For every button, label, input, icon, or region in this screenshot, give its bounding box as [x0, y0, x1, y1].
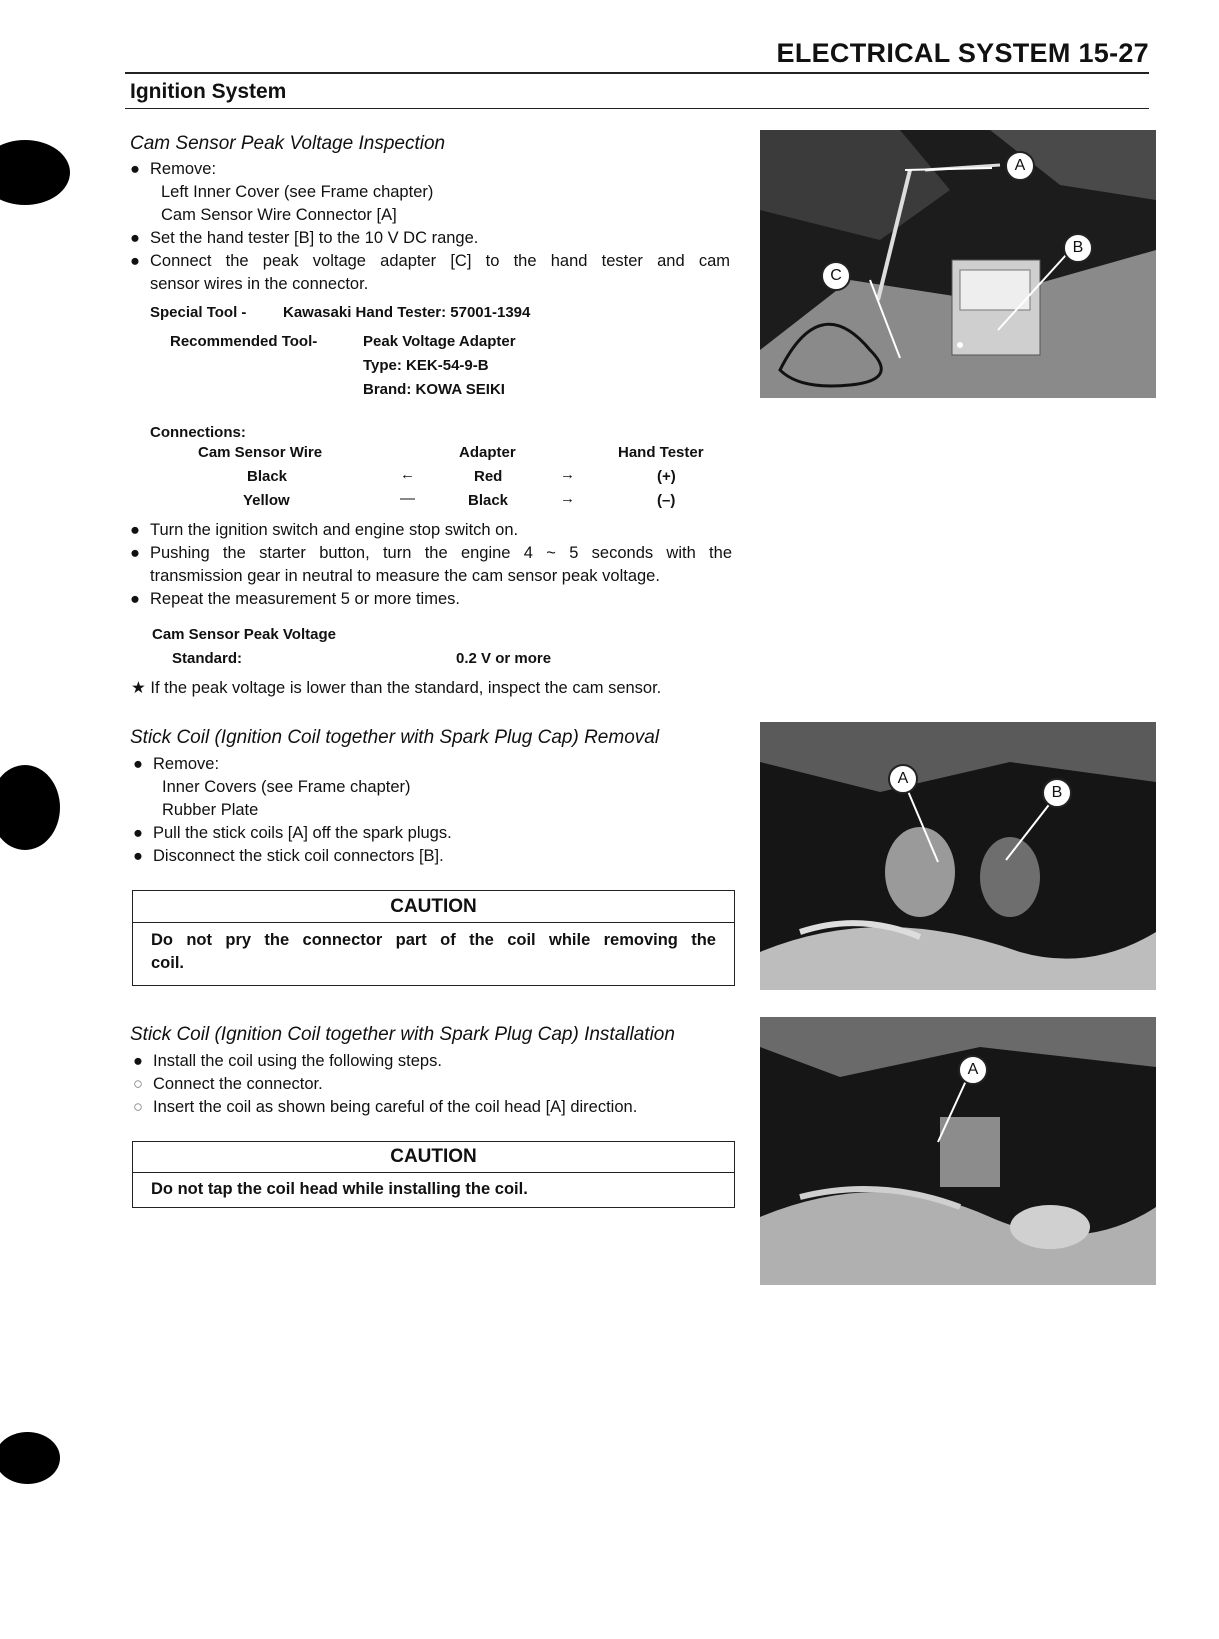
removal-remove-item: Inner Covers (see Frame chapter) — [162, 778, 411, 796]
removal-step-remove: ● Remove: — [133, 755, 220, 773]
recommended-tool-line: Brand: KOWA SEIKI — [363, 381, 505, 398]
special-tool-label: Special Tool - — [150, 304, 247, 321]
recommended-tool-label: Recommended Tool- — [170, 333, 318, 350]
arrow-left-icon: — — [400, 490, 415, 507]
table-cell-tester: (–) — [657, 492, 676, 509]
table-header-adapter: Adapter — [459, 444, 516, 461]
header-rule — [125, 72, 1149, 74]
table-cell-tester: (+) — [657, 468, 676, 485]
cam-remove-item: Left Inner Cover (see Frame chapter) — [161, 183, 434, 201]
install-substep-2: ○ Insert the coil as shown being careful of the coil head [A] direction. — [133, 1098, 638, 1116]
cam-section-title: Cam Sensor Peak Voltage Inspection — [130, 133, 446, 154]
callout-a: A — [888, 764, 918, 794]
removal-remove-item: Rubber Plate — [162, 801, 259, 819]
standard-label: Standard: — [172, 650, 243, 667]
caution-text: Do not tap the coil head while installing the coil. — [151, 1180, 528, 1198]
standard-value: 0.2 V or more — [456, 650, 552, 667]
callout-a: A — [958, 1055, 988, 1085]
caution-box-removal — [132, 890, 735, 986]
section-rule — [125, 108, 1149, 109]
photo-stick-coil-installation — [760, 1017, 1156, 1285]
photo-illustration — [760, 130, 1156, 398]
connections-label: Connections: — [150, 424, 246, 441]
photo-cam-sensor-test — [760, 130, 1156, 398]
special-tool-value: Kawasaki Hand Tester: 57001-1394 — [283, 304, 531, 321]
arrow-right-icon: → — [560, 466, 575, 483]
table-cell-wire: Yellow — [243, 492, 290, 509]
binder-hole-mark — [0, 140, 70, 205]
arrow-right-icon: → — [560, 490, 575, 507]
cam-step-adapter-cont: sensor wires in the connector. — [150, 275, 369, 293]
table-header-tester: Hand Tester — [618, 444, 704, 461]
caution-box-install — [132, 1141, 735, 1208]
arrow-left-icon: ← — [400, 466, 415, 483]
removal-step-disconnect: ● Disconnect the stick coil connectors [B]. — [133, 847, 444, 865]
caution-heading: CAUTION — [133, 1142, 734, 1173]
removal-section-title: Stick Coil (Ignition Coil together with Spark Plug Cap) Removal — [130, 727, 660, 748]
callout-c: C — [821, 261, 851, 291]
section-title: Ignition System — [130, 80, 287, 103]
install-substep-1: ○ Connect the connector. — [133, 1075, 323, 1093]
page-header-title: ELECTRICAL SYSTEM 15-27 — [776, 38, 1149, 68]
binder-hole-mark — [0, 765, 60, 850]
callout-a: A — [1005, 151, 1035, 181]
cam-step-tester: ● Set the hand tester [B] to the 10 V DC range. — [130, 229, 479, 247]
photo-stick-coil-removal — [760, 722, 1156, 990]
cam-step-repeat: ● Repeat the measurement 5 or more times. — [130, 590, 460, 608]
cam-step-crank: ● Pushing the starter button, turn the engine 4 ~ 5 seconds with the — [130, 544, 732, 562]
cam-step-adapter: ● Connect the peak voltage adapter [C] to the hand tester and cam — [130, 252, 730, 270]
callout-b: B — [1063, 233, 1093, 263]
removal-step-pull: ● Pull the stick coils [A] off the spark plugs. — [133, 824, 452, 842]
caution-text: Do not pry the connector part of the coil while removing the coil. — [151, 931, 716, 972]
binder-hole-mark — [0, 1432, 60, 1484]
table-cell-wire: Black — [247, 468, 288, 485]
cam-remove-item: Cam Sensor Wire Connector [A] — [161, 206, 397, 224]
cam-step-remove: ● Remove: — [130, 160, 217, 178]
table-cell-adapter: Black — [468, 492, 509, 509]
star-icon: ★ — [131, 679, 146, 697]
peak-voltage-label: Cam Sensor Peak Voltage — [152, 626, 336, 643]
table-header-wire: Cam Sensor Wire — [198, 444, 323, 461]
callout-b: B — [1042, 778, 1072, 808]
photo-illustration — [760, 1017, 1156, 1285]
recommended-tool-line: Peak Voltage Adapter — [363, 333, 516, 350]
cam-step-switch: ● Turn the ignition switch and engine stop switch on. — [130, 521, 519, 539]
caution-heading: CAUTION — [133, 891, 734, 923]
photo-illustration — [760, 722, 1156, 990]
table-cell-adapter: Red — [474, 468, 503, 485]
recommended-tool-line: Type: KEK-54-9-B — [363, 357, 489, 374]
install-step-1: ● Install the coil using the following steps. — [133, 1052, 442, 1070]
cam-step-crank-cont: transmission gear in neutral to measure the cam sensor peak voltage. — [150, 567, 660, 585]
cam-note: ★ If the peak voltage is lower than the standard, inspect the cam sensor. — [131, 679, 662, 697]
install-section-title: Stick Coil (Ignition Coil together with Spark Plug Cap) Installation — [130, 1024, 675, 1045]
